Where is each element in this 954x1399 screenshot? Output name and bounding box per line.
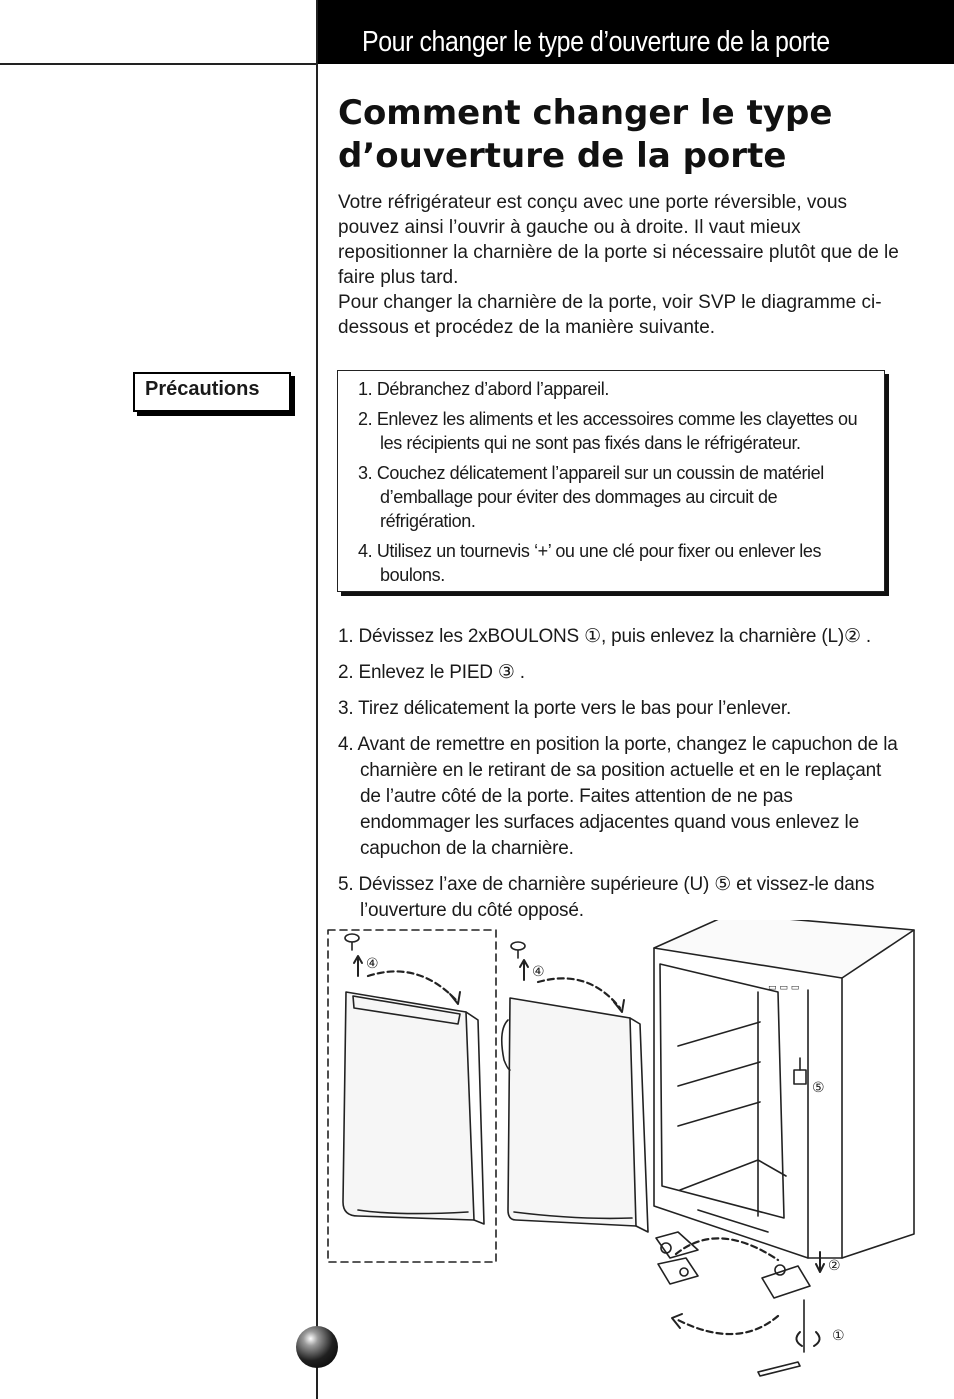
precaution-item: 3. Couchez délicatement l’appareil sur un coussin de matériel d’emballage pour éviter des dommages au circuit de réfrigération. bbox=[358, 463, 824, 531]
precautions-list bbox=[358, 377, 863, 593]
lower-hinge-parts bbox=[656, 1232, 810, 1376]
step-item: 1. Dévissez les 2xBOULONS ①, puis enlevez la charnière (L)② . bbox=[338, 626, 871, 647]
hinge-swap-arrow-bottom bbox=[678, 1316, 778, 1334]
intro-paragraph-2: Pour changer la charnière de la porte, voir SVP le diagramme ci-dessous et procédez de la manière suivante. bbox=[338, 292, 882, 338]
steps-list bbox=[338, 624, 898, 934]
step-item: 5. Dévissez l’axe de charnière supérieure (U) ⑤ et vissez-le dans l’ouverture du côté opposé. bbox=[338, 874, 875, 921]
page-title-line-1: Comment changer le type bbox=[338, 93, 833, 133]
callout-5: ⑤ bbox=[812, 1080, 825, 1096]
door-2 bbox=[502, 998, 648, 1232]
refrigerator-cabinet bbox=[654, 920, 914, 1258]
door-reversal-diagram bbox=[318, 920, 938, 1390]
hinge-swap-arrow-top bbox=[676, 1238, 778, 1260]
precautions-label: Précautions bbox=[145, 378, 260, 400]
page-title bbox=[338, 92, 898, 178]
door-1-swap-arrow bbox=[368, 971, 456, 1000]
intro-text bbox=[338, 190, 908, 340]
callout-1: ① bbox=[832, 1328, 845, 1344]
precaution-item: 1. Débranchez d’abord l’appareil. bbox=[358, 379, 609, 399]
step-item: 3. Tirez délicatement la porte vers le bas pour l’enlever. bbox=[338, 698, 792, 719]
precautions-box bbox=[337, 370, 885, 592]
door-1 bbox=[343, 992, 484, 1224]
precaution-item: 2. Enlevez les aliments et les accessoires comme les clayettes ou les récipients qui ne sont pas fixés dans le réfrigérateur. bbox=[358, 409, 858, 453]
door-2-swap-arrow bbox=[538, 978, 620, 1008]
header-title: Pour changer le type d’ouverture de la porte bbox=[362, 26, 830, 58]
door-2-hinge-pin bbox=[511, 942, 528, 980]
precautions-label-box bbox=[133, 372, 291, 412]
page-title-line-2: d’ouverture de la porte bbox=[338, 136, 787, 176]
callout-4b: ④ bbox=[532, 964, 545, 980]
upper-hinge-pin bbox=[794, 1058, 806, 1084]
callout-4a: ④ bbox=[366, 956, 379, 972]
step-item: 2. Enlevez le PIED ③ . bbox=[338, 662, 525, 683]
svg-text:▭ ▭ ▭: ▭ ▭ ▭ bbox=[768, 983, 800, 993]
header-bar bbox=[318, 0, 954, 64]
callout-2: ② bbox=[828, 1258, 841, 1274]
intro-paragraph-1: Votre réfrigérateur est conçu avec une porte réversible, vous pouvez ainsi l’ouvrir à gauche ou à droite. Il vaut mieux repositionner la charnière de la porte si nécessaire plutôt que de le faire plus tard. bbox=[338, 192, 899, 288]
door-1-hinge-pin bbox=[345, 934, 362, 976]
precaution-item: 4. Utilisez un tournevis ‘+’ ou une clé pour fixer ou enlever les boulons. bbox=[358, 541, 822, 585]
top-left-rule bbox=[0, 63, 318, 65]
step-item: 4. Avant de remettre en position la porte, changez le capuchon de la charnière en le retirant de sa position actuelle et en le replaçant de l’autre côté de la porte. Faites attention de ne pas endommager les surfaces adjacentes quand vous enlevez le capuchon de la charnière. bbox=[338, 734, 898, 859]
page-marker-ball bbox=[296, 1326, 338, 1368]
